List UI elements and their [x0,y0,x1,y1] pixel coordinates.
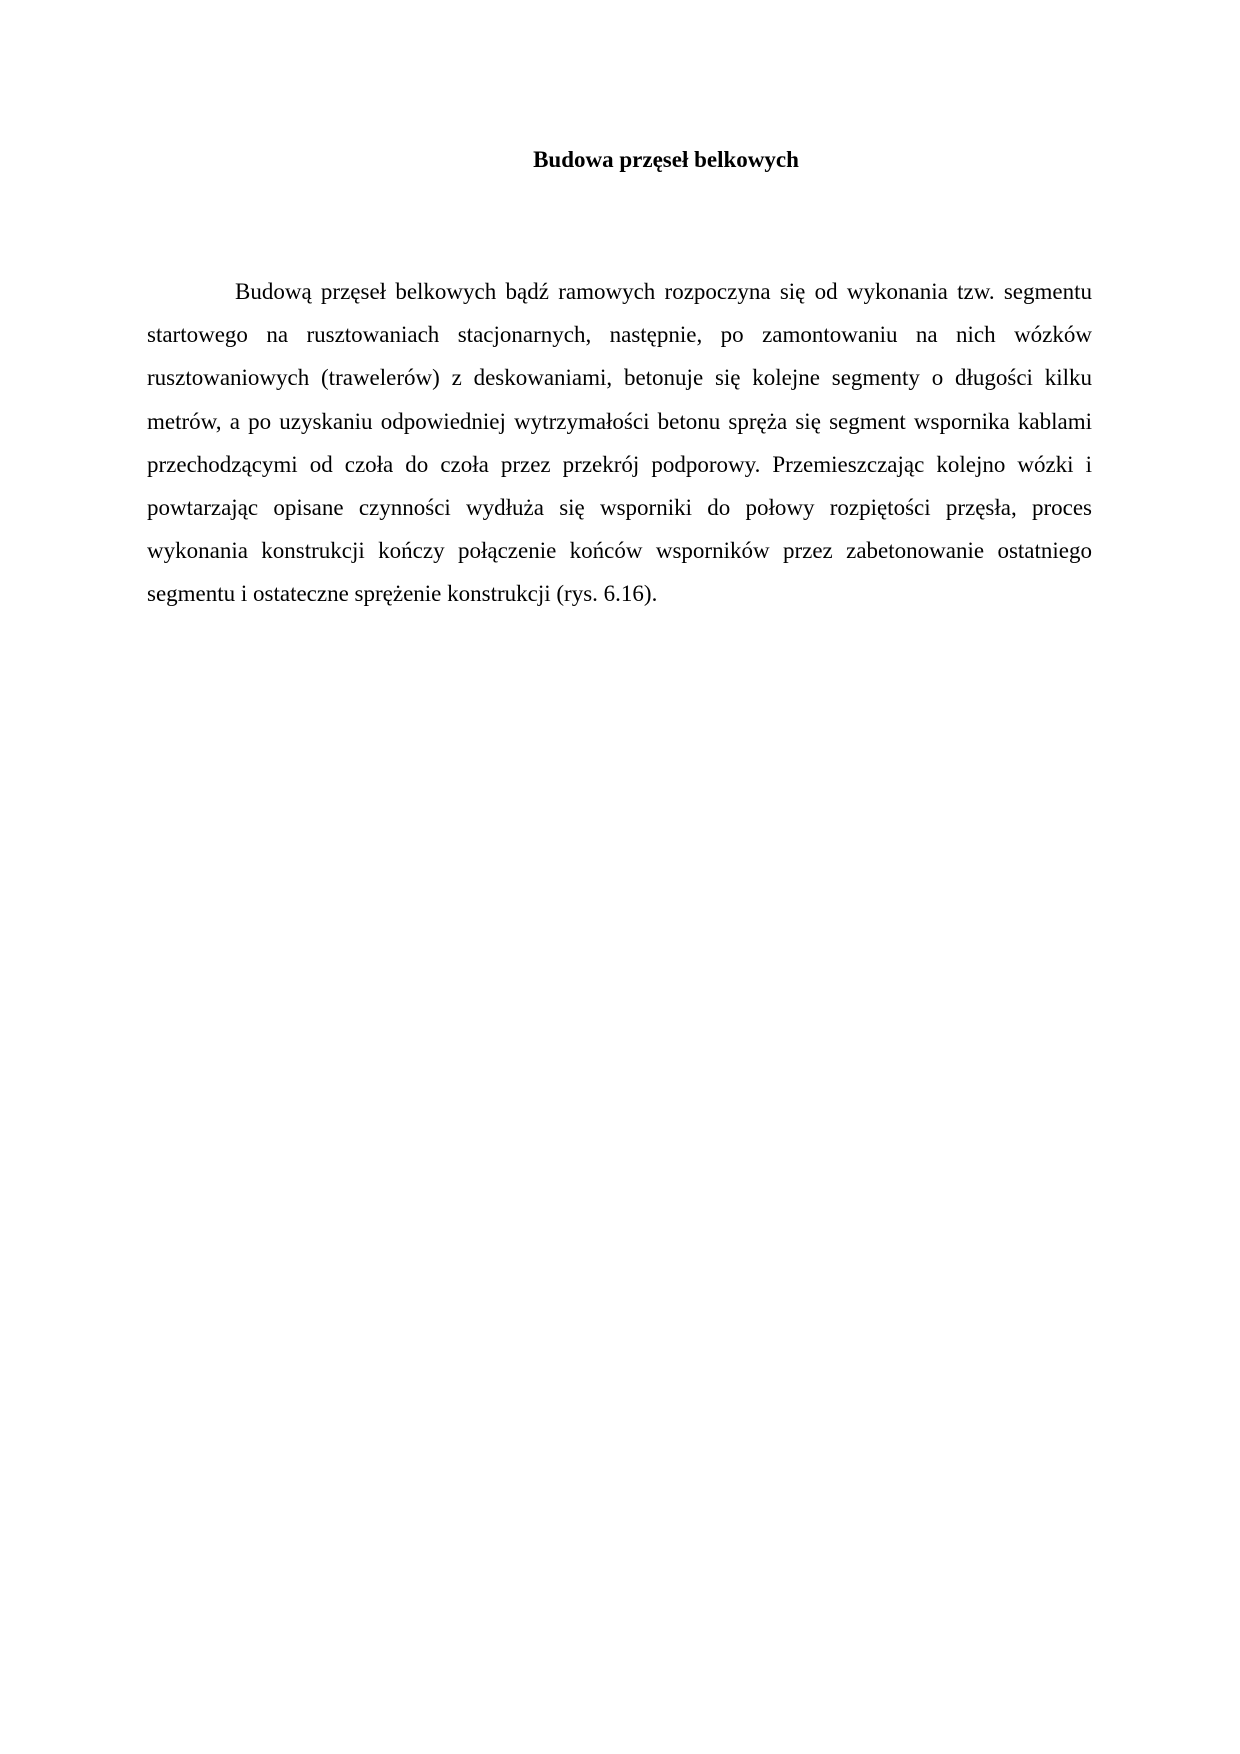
body-paragraph: Budową przęseł belkowych bądź ramowych rozpoczyna się od wykonania tzw. segmentu startowego na rusztowaniach stacjonarnych, następnie, po zamontowaniu na nich wózków rusztowaniowych (trawelerów) z deskowaniami, betonuje się kolejne segmenty o długości kilku metrów, a po uzyskaniu odpowiedniej wytrzymałości betonu spręża się segment wspornika kablami przechodzącymi od czoła do czoła przez przekrój podporowy. Przemieszczając kolejno wózki i powtarzając opisane czynności wydłuża się wsporniki do połowy rozpiętości przęsła, proces wykonania konstrukcji kończy połączenie końców wsporników przez zabetonowanie ostatniego segmentu i ostateczne sprężenie konstrukcji (rys. 6.16). [147,279,1092,607]
document-title: Budowa przęseł belkowych [533,147,799,172]
